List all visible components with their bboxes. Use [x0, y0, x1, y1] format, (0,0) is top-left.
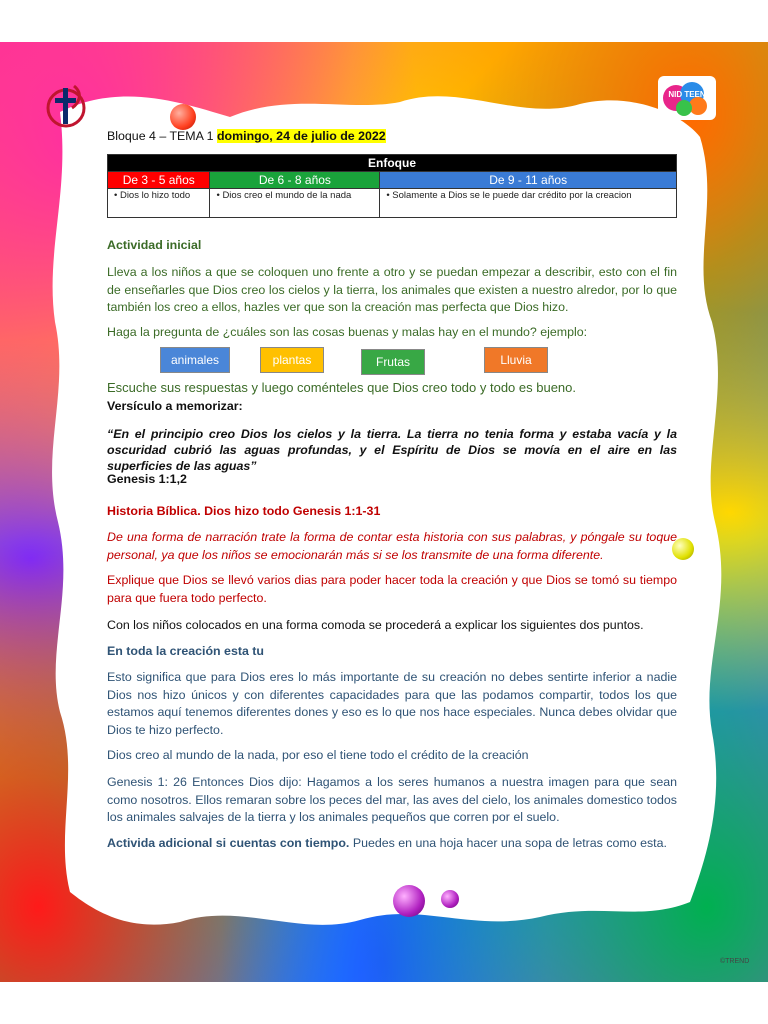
versiculo-title: Versículo a memorizar:: [107, 399, 243, 413]
copyright: ©TREND: [720, 958, 750, 965]
decorative-drop: [170, 104, 196, 130]
punto1-body: Esto significa que para Dios eres lo más importante de su creación no debes sentirte inferior a nadie Dios nos hizo únicos y con diferentes capacidades para que las podamos compartir, todos los que estamos aquí tenemos diferentes dones y eso es lo que nos hace especiales. Nunca debes olvidar que Dios te hizo perfecto.: [107, 670, 677, 737]
historia-title: Historia Bíblica. Dios hizo todo Genesis 1:1-31: [107, 504, 381, 518]
pill-plantas: plantas: [260, 347, 324, 373]
pill-animales: animales: [160, 347, 230, 373]
decorative-drop: [393, 885, 425, 917]
nid-teen-logo: [658, 76, 716, 120]
historia-ninos: Con los niños colocados en una forma comoda se procederá a explicar los siguientes dos puntos.: [107, 618, 644, 632]
pill-lluvia: Lluvia: [484, 347, 548, 373]
table-cell: • Solamente a Dios se le puede dar crédito por la creacion: [380, 189, 677, 218]
table-cell: • Dios creo el mundo de la nada: [210, 189, 380, 218]
actividad-title: Actividad inicial: [107, 238, 202, 252]
versiculo-quote: “En el principio creo Dios los cielos y la tierra. La tierra no tenia forma y estaba vacía y la oscuridad cubrió las aguas profundas, y el Espíritu de Dios se movía en el aire en las superficies de las aguas”: [107, 427, 677, 473]
adicional-bold: Activida adicional si cuentas con tiempo.: [107, 836, 350, 850]
adicional-rest: Puedes en una hoja hacer una sopa de letras como esta.: [349, 836, 667, 850]
column-header-6-8: De 6 - 8 años: [210, 172, 380, 189]
actividad-question: Haga la pregunta de ¿cuáles son las cosas buenas y malas hay en el mundo? ejemplo:: [107, 325, 588, 339]
genesis-text: Genesis 1: 26 Entonces Dios dijo: Hagamos a los seres humanos a nuestra imagen para que sean como nosotros. Ellos remaran sobre los peces del mar, las aves del cielo, los animales domestico todos los animales salvajes de la tierra y los animales pequeños que corren por el suelo.: [107, 775, 677, 824]
actividad-adicional: [107, 835, 677, 853]
page-header: [107, 128, 677, 146]
historia-explique: Explique que Dios se llevó varios dias para poder hacer toda la creación y que Dios se tomó su tiempo para que fuera todo perfecto.: [107, 573, 677, 605]
punto2-title: Dios creo al mundo de la nada, por eso el tiene todo el crédito de la creación: [107, 748, 529, 762]
versiculo-ref: Genesis 1:1,2: [107, 472, 187, 486]
table-cell: • Dios lo hizo todo: [108, 189, 210, 218]
actividad-body: Lleva a los niños a que se coloquen uno frente a otro y se puedan empezar a describir, esto con el fin de enseñarles que Dios creo los cielos y la tierra, los animales que existen a nuestro alredor, por lo que también los creo a ellos, hazles ver que son la creación mas perfecta que Dios hizo.: [107, 265, 677, 314]
historia-narracion: De una forma de narración trate la forma de contar esta historia con sus palabras, y póngale su toque personal, ya que los niños se emocionarán más si se los transmite de una forma diferente.: [107, 530, 677, 562]
header-date: domingo, 24 de julio de 2022: [216, 129, 386, 143]
header-prefix: Bloque 4 – TEMA 1: [107, 129, 217, 143]
actividad-listen: Escuche sus respuestas y luego coménteles que Dios creo todo y todo es bueno.: [107, 380, 577, 395]
logo-text: NID TEEN: [668, 90, 706, 99]
enfoque-table: [107, 154, 677, 218]
column-header-9-11: De 9 - 11 años: [380, 172, 677, 189]
table-title: Enfoque: [108, 155, 677, 172]
punto1-title: En toda la creación esta tu: [107, 644, 264, 658]
decorative-drop: [441, 890, 459, 908]
church-logo-icon: [44, 82, 88, 130]
column-header-3-5: De 3 - 5 años: [108, 172, 210, 189]
pill-frutas: Frutas: [361, 349, 425, 375]
page-background: [0, 42, 768, 982]
